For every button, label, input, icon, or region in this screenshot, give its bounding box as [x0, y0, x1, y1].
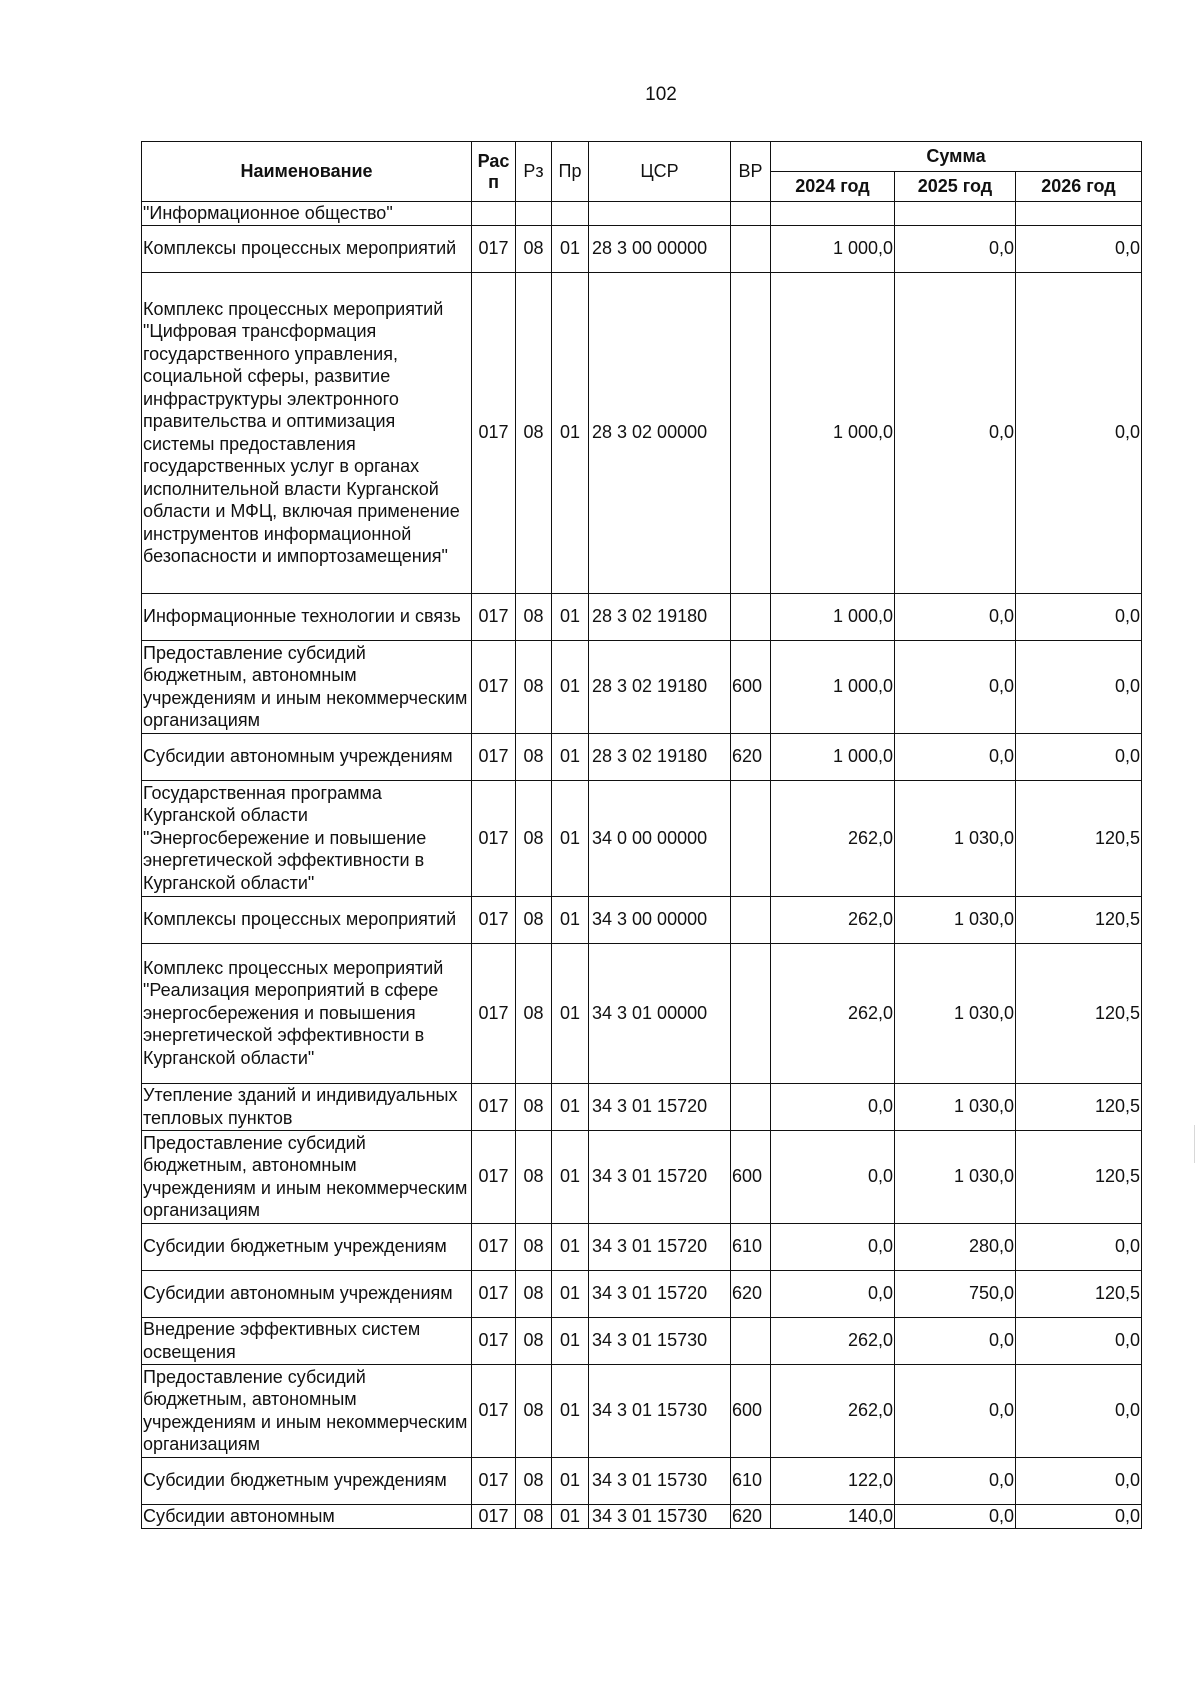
header-year-2024: 2024 год: [771, 172, 895, 202]
row-pr: 01: [552, 1364, 589, 1457]
row-csr: 34 3 01 15730: [589, 1364, 731, 1457]
row-rasp: 017: [472, 1364, 516, 1457]
row-csr: 34 3 00 00000: [589, 896, 731, 943]
row-csr: 34 3 01 15730: [589, 1317, 731, 1364]
table-row: [142, 593, 1142, 640]
table-row: [142, 1223, 1142, 1270]
row-amount-2025: 0,0: [895, 272, 1016, 593]
row-name: Комплексы процессных мероприятий: [142, 225, 472, 272]
row-rz: 08: [516, 1364, 552, 1457]
row-rasp: 017: [472, 1223, 516, 1270]
row-csr: 28 3 02 19180: [589, 640, 731, 733]
row-pr: 01: [552, 1223, 589, 1270]
row-vr: [731, 943, 771, 1083]
row-rz: 08: [516, 1130, 552, 1223]
row-name: "Информационное общество": [142, 202, 472, 226]
row-pr: 01: [552, 1083, 589, 1130]
row-pr: 01: [552, 225, 589, 272]
row-pr: 01: [552, 780, 589, 896]
row-amount-2026: 0,0: [1016, 593, 1142, 640]
row-amount-2025: 1 030,0: [895, 780, 1016, 896]
row-vr: 620: [731, 1270, 771, 1317]
row-rasp: 017: [472, 640, 516, 733]
row-pr: 01: [552, 640, 589, 733]
row-vr: [731, 1083, 771, 1130]
row-amount-2025: 1 030,0: [895, 1083, 1016, 1130]
row-amount-2024: 262,0: [771, 780, 895, 896]
row-amount-2025: 750,0: [895, 1270, 1016, 1317]
row-name: Субсидии бюджетным учреждениям: [142, 1223, 472, 1270]
row-rasp: 017: [472, 780, 516, 896]
row-vr: 600: [731, 1364, 771, 1457]
row-amount-2025: 1 030,0: [895, 896, 1016, 943]
row-amount-2026: [1016, 202, 1142, 226]
row-name: Субсидии бюджетным учреждениям: [142, 1457, 472, 1504]
row-amount-2025: 0,0: [895, 225, 1016, 272]
row-pr: 01: [552, 1457, 589, 1504]
row-vr: [731, 780, 771, 896]
row-amount-2024: 0,0: [771, 1130, 895, 1223]
row-amount-2026: 0,0: [1016, 1504, 1142, 1528]
row-amount-2025: 0,0: [895, 1364, 1016, 1457]
table-row: [142, 1504, 1142, 1528]
table-row: [142, 272, 1142, 593]
row-amount-2025: 0,0: [895, 1457, 1016, 1504]
row-vr: [731, 896, 771, 943]
row-pr: 01: [552, 733, 589, 780]
table-row: [142, 943, 1142, 1083]
table-row: [142, 640, 1142, 733]
row-amount-2026: 0,0: [1016, 1457, 1142, 1504]
table-row: [142, 1270, 1142, 1317]
header-rasp: Рас п: [472, 142, 516, 202]
row-amount-2024: 262,0: [771, 1364, 895, 1457]
row-csr: 28 3 02 19180: [589, 733, 731, 780]
row-name: Субсидии автономным учреждениям: [142, 1270, 472, 1317]
row-name: Предоставление субсидий бюджетным, автономным учреждениям и иным некоммерческим организациям: [142, 640, 472, 733]
row-vr: [731, 202, 771, 226]
row-csr: [589, 202, 731, 226]
header-rz: Рз: [516, 142, 552, 202]
row-amount-2024: 262,0: [771, 943, 895, 1083]
row-vr: [731, 593, 771, 640]
row-amount-2024: 1 000,0: [771, 733, 895, 780]
row-vr: 610: [731, 1223, 771, 1270]
row-amount-2026: 120,5: [1016, 780, 1142, 896]
table-row: [142, 225, 1142, 272]
row-amount-2025: 1 030,0: [895, 1130, 1016, 1223]
row-csr: 28 3 02 19180: [589, 593, 731, 640]
table-row: [142, 202, 1142, 226]
row-rz: 08: [516, 1270, 552, 1317]
row-amount-2024: 1 000,0: [771, 272, 895, 593]
row-amount-2026: 120,5: [1016, 943, 1142, 1083]
header-vr: ВР: [731, 142, 771, 202]
row-name: Субсидии автономным учреждениям: [142, 733, 472, 780]
row-amount-2024: 262,0: [771, 896, 895, 943]
row-rasp: 017: [472, 1317, 516, 1364]
row-pr: 01: [552, 1317, 589, 1364]
row-rz: 08: [516, 1223, 552, 1270]
row-rasp: 017: [472, 593, 516, 640]
row-rz: 08: [516, 1083, 552, 1130]
header-csr: ЦСР: [589, 142, 731, 202]
row-amount-2024: 1 000,0: [771, 640, 895, 733]
row-amount-2026: 120,5: [1016, 1130, 1142, 1223]
row-rasp: 017: [472, 1083, 516, 1130]
row-csr: 34 3 01 00000: [589, 943, 731, 1083]
row-amount-2026: 0,0: [1016, 272, 1142, 593]
scan-artifact: [1194, 1125, 1195, 1163]
row-amount-2026: 0,0: [1016, 733, 1142, 780]
row-rz: 08: [516, 943, 552, 1083]
row-name: Внедрение эффективных систем освещения: [142, 1317, 472, 1364]
row-csr: 34 3 01 15720: [589, 1130, 731, 1223]
row-vr: 610: [731, 1457, 771, 1504]
table-row: [142, 1317, 1142, 1364]
row-pr: 01: [552, 943, 589, 1083]
row-amount-2025: 1 030,0: [895, 943, 1016, 1083]
table-row: [142, 1364, 1142, 1457]
row-name: Субсидии автономным: [142, 1504, 472, 1528]
row-rz: [516, 202, 552, 226]
row-csr: 34 3 01 15720: [589, 1270, 731, 1317]
row-csr: 34 3 01 15720: [589, 1223, 731, 1270]
row-rz: 08: [516, 780, 552, 896]
row-amount-2024: 140,0: [771, 1504, 895, 1528]
row-rasp: 017: [472, 225, 516, 272]
row-amount-2024: 0,0: [771, 1223, 895, 1270]
page-number: 102: [645, 84, 677, 105]
row-name: Комплексы процессных мероприятий: [142, 896, 472, 943]
row-amount-2026: 120,5: [1016, 896, 1142, 943]
header-name: Наименование: [142, 142, 472, 202]
table-row: [142, 1457, 1142, 1504]
row-rz: 08: [516, 1457, 552, 1504]
row-pr: 01: [552, 896, 589, 943]
row-name: Предоставление субсидий бюджетным, автономным учреждениям и иным некоммерческим организациям: [142, 1130, 472, 1223]
row-amount-2025: [895, 202, 1016, 226]
row-amount-2025: 0,0: [895, 593, 1016, 640]
table-body: [142, 202, 1142, 1529]
row-amount-2026: 0,0: [1016, 225, 1142, 272]
row-pr: 01: [552, 1130, 589, 1223]
row-csr: 28 3 02 00000: [589, 272, 731, 593]
row-pr: 01: [552, 593, 589, 640]
row-amount-2026: 120,5: [1016, 1083, 1142, 1130]
row-amount-2025: 0,0: [895, 1317, 1016, 1364]
row-amount-2025: 280,0: [895, 1223, 1016, 1270]
row-rz: 08: [516, 593, 552, 640]
row-pr: 01: [552, 272, 589, 593]
row-rasp: 017: [472, 1270, 516, 1317]
row-amount-2026: 0,0: [1016, 640, 1142, 733]
row-rasp: 017: [472, 896, 516, 943]
row-amount-2024: 1 000,0: [771, 593, 895, 640]
row-name: Комплекс процессных мероприятий "Реализация мероприятий в сфере энергосбережения и повышения энергетической эффективности в Курганской области": [142, 943, 472, 1083]
row-amount-2025: 0,0: [895, 1504, 1016, 1528]
row-rz: 08: [516, 896, 552, 943]
row-vr: 600: [731, 1130, 771, 1223]
table-row: [142, 780, 1142, 896]
row-rasp: 017: [472, 272, 516, 593]
row-amount-2024: 1 000,0: [771, 225, 895, 272]
row-rasp: 017: [472, 1457, 516, 1504]
row-rasp: 017: [472, 943, 516, 1083]
row-amount-2024: 0,0: [771, 1270, 895, 1317]
row-rasp: [472, 202, 516, 226]
row-rasp: 017: [472, 1130, 516, 1223]
row-name: Предоставление субсидий бюджетным, автономным учреждениям и иным некоммерческим организациям: [142, 1364, 472, 1457]
row-csr: 34 3 01 15730: [589, 1504, 731, 1528]
row-rz: 08: [516, 733, 552, 780]
row-rz: 08: [516, 272, 552, 593]
row-vr: [731, 1317, 771, 1364]
row-rasp: 017: [472, 1504, 516, 1528]
row-amount-2024: 122,0: [771, 1457, 895, 1504]
row-vr: 620: [731, 1504, 771, 1528]
table-row: [142, 1130, 1142, 1223]
row-vr: [731, 225, 771, 272]
row-vr: 600: [731, 640, 771, 733]
row-pr: 01: [552, 1504, 589, 1528]
budget-table: [141, 141, 1142, 1529]
row-vr: 620: [731, 733, 771, 780]
row-csr: 28 3 00 00000: [589, 225, 731, 272]
row-amount-2024: [771, 202, 895, 226]
row-rz: 08: [516, 225, 552, 272]
header-year-2025: 2025 год: [895, 172, 1016, 202]
row-amount-2025: 0,0: [895, 733, 1016, 780]
row-name: Информационные технологии и связь: [142, 593, 472, 640]
table-row: [142, 1083, 1142, 1130]
row-amount-2026: 0,0: [1016, 1223, 1142, 1270]
header-pr: Пр: [552, 142, 589, 202]
row-pr: 01: [552, 1270, 589, 1317]
row-rz: 08: [516, 1504, 552, 1528]
row-amount-2024: 262,0: [771, 1317, 895, 1364]
header-sum: Сумма: [771, 142, 1142, 172]
row-amount-2026: 0,0: [1016, 1364, 1142, 1457]
row-rz: 08: [516, 640, 552, 733]
row-csr: 34 3 01 15730: [589, 1457, 731, 1504]
table-row: [142, 896, 1142, 943]
row-csr: 34 0 00 00000: [589, 780, 731, 896]
row-amount-2026: 120,5: [1016, 1270, 1142, 1317]
row-csr: 34 3 01 15720: [589, 1083, 731, 1130]
row-name: Государственная программа Курганской области "Энергосбережение и повышение энергетической эффективности в Курганской области": [142, 780, 472, 896]
row-name: Комплекс процессных мероприятий "Цифровая трансформация государственного управления, социальной сферы, развитие инфраструктуры электронного правительства и оптимизация системы предоставления государственных услуг в органах исполнительной власти Курганской области и МФЦ, включая применение инструментов информационной безопасности и импортозамещения": [142, 272, 472, 593]
row-rz: 08: [516, 1317, 552, 1364]
row-vr: [731, 272, 771, 593]
row-name: Утепление зданий и индивидуальных тепловых пунктов: [142, 1083, 472, 1130]
table-row: [142, 733, 1142, 780]
header-year-2026: 2026 год: [1016, 172, 1142, 202]
row-amount-2025: 0,0: [895, 640, 1016, 733]
row-rasp: 017: [472, 733, 516, 780]
row-pr: [552, 202, 589, 226]
row-amount-2026: 0,0: [1016, 1317, 1142, 1364]
row-amount-2024: 0,0: [771, 1083, 895, 1130]
